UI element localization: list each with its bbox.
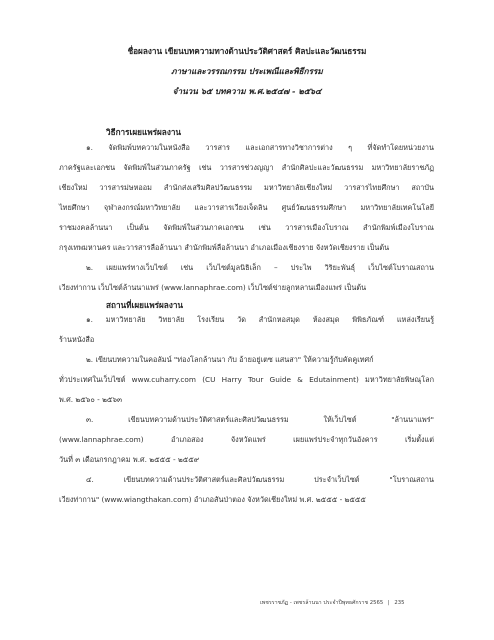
paragraph-line: ๒. เขียนบทความในคอลัมน์ "ท่องโลกล้านนา กับ อ้ายอยู่เตซ แสนสา" ให้ความรู้กับคัดคูเทศก์	[86, 355, 374, 364]
paragraph-line: เวียงท่ากาน" (www.wiangthakan.com) อำเภอสันป่าตอง จังหวัดเชียงใหม่ พ.ศ. ๒๕๕๕ - ๒๕๕๕	[59, 495, 366, 504]
document-title-line-2: ภาษาและวรรณกรรม ประเพณีและพิธีกรรม	[171, 66, 323, 76]
paragraph-line: เชียงใหม่ วารสารม่ษหออม สำนักส่งเสริมศิลปวัฒนธรรม มหาวิทยาลัยเชียงใหม่ วารสารไทยศึกษา สถาบัน	[59, 183, 434, 192]
footer-separator: |	[387, 600, 390, 606]
paragraph-line: ๒. เผยแพร่ทางเว็บไซต์ เช่น เว็บไซต์มูลนิธิเล็ก – ประไพ วิริยะพันธุ์ เว็บไซต์โบราณสถาน	[86, 263, 434, 272]
footer-publication: เพชรราชภัฏ - เพชรล้านนา ประจำปีพุทธศักราช 2565	[260, 600, 384, 606]
paragraph-line: (www.lannaphrae.com) อำเภอสอง จังหวัดแพร่ เผยแพร่ประจำทุกวันอังคาร เริ่มตั้งแต่	[59, 435, 434, 444]
document-title-line-3: จำนวน ๖๕ บทความ พ.ศ.๒๕๔๗ - ๒๕๖๔	[172, 86, 322, 96]
paragraph-line: ทั่วประเทศในเว็บไซต์ www.cuharry.com (CU Harry Tour Guide & Edutainment) มหาวิทยาลัยพิษณุโลก	[59, 375, 434, 384]
paragraph-line: เวียงท่ากาน เว็บไซต์ล้านนาแพร่ (www.lannaphrae.com) เว็บไซต์ข่ายลูกหลานเมืองแพร่ เป็นต้น	[59, 283, 367, 292]
paragraph-line: ไทยศึกษา จุฬาลงกรณ์มหาวิทยาลัย และวารสารเวียงเจ็ดลิน ศูนย์วัฒนธรรมศึกษา มหาวิทยาลัยเทคโนโลยี	[59, 203, 434, 212]
section-heading-dissemination-places: สถานที่เผยแพร่ผลงาน	[106, 300, 184, 310]
paragraph-line: วันที่ ๓ เดือนกรกฎาคม พ.ศ. ๒๕๕๕ - ๒๕๕๙	[59, 455, 200, 464]
paragraph-line: พ.ศ. ๒๕๖๐ - ๒๕๖๓	[59, 395, 123, 404]
paragraph-line: ร้านหนังสือ	[59, 335, 95, 344]
paragraph-line: ราชมงคลล้านนา เป็นต้น จัดพิมพ์ในส่วนภาคเอกชน เช่น วารสารเมืองโบราณ สำนักพิมพ์เมืองโบราณ	[59, 223, 434, 232]
section-heading-dissemination-methods: วิธีการเผยแพร่ผลงาน	[106, 127, 182, 137]
paragraph-line: ๓. เขียนบทความด้านประวัติศาสตร์และศิลปวัฒนธรรม ให้เว็บไซต์ "ล้านนาแพร่"	[86, 415, 434, 424]
paragraph-line: ภาครัฐและเอกชน จัดพิมพ์ในส่วนภาครัฐ เช่น วารสารช่วงญญา สำนักศิลปะและวัฒนธรรม มหาวิทยาลัยราชภัฏ	[59, 163, 434, 172]
paragraph-line: ๑. จัดพิมพ์บทความในหนังสือ วารสาร และเอกสารทางวิชาการต่าง ๆ ที่จัดทำโดยหน่วยงาน	[86, 143, 434, 152]
page-footer	[260, 599, 405, 607]
paragraph-line: ๔. เขียนบทความด้านประวัติศาสตร์และศิลปวัฒนธรรม ประจำเว็บไซต์ "โบราณสถาน	[86, 475, 434, 484]
paragraph-line: ๑. มหาวิทยาลัย วิทยาลัย โรงเรียน วัด สำนักหอสมุด ห้องสมุด พิพิธภัณฑ์ แหล่งเรียนรู้	[86, 315, 434, 324]
page-number: 235	[394, 600, 405, 606]
paragraph-line: กรุงเทพมหานคร และวารสารลือล้านนา สำนักพิมพ์ลือล้านนา อำเภอเมืองเชียงราย จังหวัดเชียงราย เป็นต้น	[59, 243, 390, 252]
document-title-line-1: ชื่อผลงาน เขียนบทความทางด้านประวัติศาสตร์ ศิลปะและวัฒนธรรม	[127, 46, 367, 56]
